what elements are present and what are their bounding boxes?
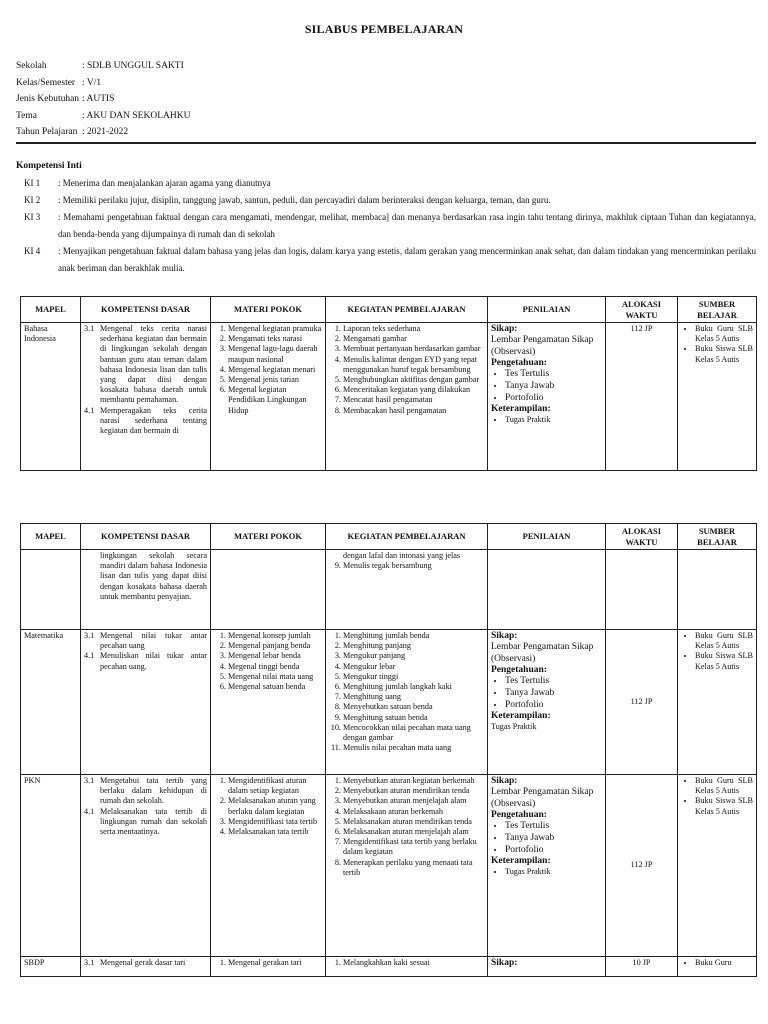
cell-materi — [211, 550, 326, 630]
list-item: 3. Mengukur panjang — [343, 651, 484, 661]
kd-text: Mengetahui tata tertib yang berlaku dalam kehidupan di rumah dan sekolah. — [100, 776, 207, 806]
sikap-label: Sikap: — [491, 958, 518, 968]
list-item: • Portofolio — [505, 844, 602, 856]
list-item: 8. Menerapkan perilaku yang menaati tata tertib — [343, 858, 484, 878]
list-item: 2. Mengamati teks narasi — [228, 334, 322, 344]
list-item: 3. Mengidentifikasi tata tertib — [228, 817, 322, 827]
keterampilan-label: Keterampilan: — [491, 856, 551, 867]
ki-item — [16, 209, 756, 243]
list-item: 1. Mengenal gerakan tari — [228, 958, 322, 968]
list-item: • Buku Guru SLB Kelas 5 Autis — [695, 776, 753, 796]
list-item: 5. Mengukur tinggi — [343, 672, 484, 682]
list-item: 1. Melangkahkan kaki sesuai — [343, 958, 484, 968]
list-item: 10. Mencocokkan nilai pecahan mata uang dengan gambar — [343, 723, 484, 743]
info-label: Jenis Kebutuhan — [16, 94, 80, 104]
list-item: • Tanya Jawab — [505, 832, 602, 844]
cell-alokasi — [606, 550, 678, 630]
info-row — [16, 91, 190, 108]
cell-materi — [211, 630, 326, 775]
kd-item — [84, 631, 207, 651]
list-item: 9. Menghitung satuan benda — [343, 713, 484, 723]
info-row — [16, 58, 190, 75]
kd-item — [84, 958, 207, 968]
ki-list — [16, 175, 756, 277]
list-item: 4. Menulis kalimat dengan EYD yang tepat menggunakan huruf tegak bersambung — [343, 355, 484, 375]
list-item: 4. Melaksanakan tata tertib — [228, 827, 322, 837]
list-item: 2. Mengenal panjang benda — [228, 641, 322, 651]
kd-num: 4.1 — [84, 405, 95, 415]
header-mapel: MAPEL — [21, 524, 81, 550]
cell-sumber — [678, 323, 757, 471]
kd-item — [84, 807, 207, 838]
table-row — [21, 775, 757, 957]
kd-item — [84, 776, 207, 807]
cell-penilaian — [488, 630, 606, 775]
kd-text: Menuliskan nilai tukar antar pecahan uang. — [100, 651, 207, 671]
sikap-text: Lembar Pengamatan Sikap (Observasi) — [491, 642, 594, 665]
cell-kd — [81, 775, 211, 957]
syllabus-table-1 — [20, 296, 757, 471]
table-row — [21, 630, 757, 775]
list-item: 1. Laporan teks sederhana — [343, 324, 484, 334]
cell-penilaian — [488, 957, 606, 977]
list-item: 8. Menyebutkan satuan benda — [343, 702, 484, 712]
list-item: 7. Mencatat hasil pengamatan — [343, 395, 484, 405]
kd-item — [84, 651, 207, 671]
kd-text: Mengenal gerak dasar tari — [100, 958, 186, 967]
sikap-text: Lembar Pengamatan Sikap (Observasi) — [491, 787, 594, 810]
keterampilan-label: Keterampilan: — [491, 711, 551, 722]
info-label: Kelas/Semester — [16, 77, 76, 88]
list-item: 2. Melaksanakan aturan yang berlaku dalam kegiatan — [228, 796, 322, 816]
ki-code: KI 4 — [24, 246, 41, 256]
info-label: Tahun Pelajaran — [16, 127, 78, 137]
ki-code: KI 2 — [24, 195, 41, 205]
list-item: • Buku Siswa SLB Kelas 5 Autis — [695, 344, 753, 364]
cell-kd — [81, 957, 211, 977]
kd-text: Melaksanakan tata tertib di lingkungan rumah dan sekolah serta mentaatinya. — [100, 806, 207, 837]
cell-mapel: Bahasa Indonesia — [21, 323, 81, 471]
list-item: 6. Menceritakan kegiatan yang dilakukan — [343, 385, 484, 395]
list-item: 1. Menghitung jumlah benda — [343, 631, 484, 641]
cell-sumber — [678, 775, 757, 957]
list-item: 1. Mengenal kegiatan pramuka — [228, 324, 322, 334]
cell-sumber — [678, 630, 757, 775]
table-row — [21, 550, 757, 630]
header-sumber: SUMBER BELAJAR — [678, 524, 757, 550]
kd-num: 3.1 — [84, 958, 95, 967]
list-item: 3. Mengenal lagu-lagu daerah maupun nasional — [228, 344, 322, 364]
ki-item — [16, 243, 756, 277]
cell-materi — [211, 775, 326, 957]
cell-mapel — [21, 550, 81, 630]
kd-text: Mengenal nilai tukar antar pecahan uang — [100, 631, 207, 651]
ki-text: : Menerima dan menjalankan ajaran agama yang dianutnya — [58, 178, 271, 188]
header-materi: MATERI POKOK — [211, 297, 326, 323]
info-row — [16, 124, 190, 141]
sikap-label: Sikap: — [491, 631, 518, 641]
list-item: 7. Menghitung uang — [343, 692, 484, 702]
list-item: 5. Mengenal jenis tarian — [228, 375, 322, 385]
info-value: : 2021-2022 — [82, 127, 129, 137]
kd-text: Mengenal teks cerita narasi sederhana kegiatan dan bermain di lingkungan sekolah dengan bantuan guru atau teman dalam bahasa Indonesia lisan dan tulis yang dapat diisi dengan kosakata bahasa daerah untuk membantu pemahaman. — [100, 324, 207, 405]
info-value: : V/1 — [82, 77, 102, 88]
list-item: 5. Melaksanakan aturan mendirikan tenda — [343, 817, 484, 827]
cell-kd — [81, 323, 211, 471]
tugas-text: Tugas Praktik — [491, 721, 537, 731]
cell-penilaian — [488, 550, 606, 630]
kd-text: lingkungan sekolah secara mandiri dalam bahasa Indonesia lisan dan tulis yang dapat diisi dengan kosakata bahasa daerah untuk membantu penyajian. — [100, 551, 207, 601]
page-title: SILABUS PEMBELAJARAN — [304, 22, 464, 36]
list-item: 4. Megenal tinggi benda — [228, 662, 322, 672]
header-sumber: SUMBER BELAJAR — [678, 297, 757, 323]
pengetahuan-label: Pengetahuan: — [491, 665, 547, 676]
cell-kegiatan — [326, 957, 488, 977]
cell-kd — [81, 550, 211, 630]
cell-alokasi: 112 JP — [606, 775, 678, 957]
kd-item — [84, 551, 207, 602]
list-item: • Buku Siswa SLB Kelas 5 Autis — [695, 796, 753, 816]
header-mapel: MAPEL — [21, 297, 81, 323]
info-label: Sekolah — [16, 61, 47, 71]
list-item: • Tanya Jawab — [505, 687, 602, 699]
info-value: : SDLB UNGGUL SAKTI — [82, 61, 184, 71]
cell-sumber — [678, 957, 757, 977]
cell-kegiatan — [326, 630, 488, 775]
cell-materi — [211, 323, 326, 471]
list-item: • Buku Guru — [695, 958, 753, 968]
cell-mapel: PKN — [21, 775, 81, 957]
list-item: 6. Menghitung jumlah langkah kaki — [343, 682, 484, 692]
list-item: • Tugas Praktik — [505, 415, 602, 425]
pengetahuan-label: Pengetahuan: — [491, 358, 547, 369]
list-item: 3. Menyebutkan aturan menjelajah alam — [343, 796, 484, 806]
cell-alokasi: 112 JP — [606, 323, 678, 471]
header-kd: KOMPETENSI DASAR — [81, 297, 211, 323]
list-item: 4. Mengukur lebar — [343, 662, 484, 672]
list-item: 8. Membacakan hasil pengamatan — [343, 406, 484, 416]
header-kd: KOMPETENSI DASAR — [81, 524, 211, 550]
cell-kegiatan — [326, 775, 488, 957]
cell-penilaian — [488, 775, 606, 957]
info-value: : AKU DAN SEKOLAHKU — [82, 110, 191, 121]
cell-mapel: SBDP — [21, 957, 81, 977]
list-item: • Portofolio — [505, 392, 602, 404]
cell-sumber — [678, 550, 757, 630]
list-item: 3. Mengenal lebar benda — [228, 651, 322, 661]
info-row — [16, 75, 190, 92]
ki-item — [16, 192, 756, 209]
table-header-row — [21, 297, 757, 323]
school-info — [16, 58, 190, 141]
list-item: 2. Mengamati gambar — [343, 334, 484, 344]
header-alokasi: ALOKASI WAKTU — [606, 524, 678, 550]
list-item: • Tugas Praktik — [505, 867, 602, 877]
list-item: • Buku Siswa SLB Kelas 5 Autis — [695, 651, 753, 671]
cell-kegiatan — [326, 323, 488, 471]
list-item-continued: dengan lafal dan intonasi yang jelas — [343, 551, 461, 560]
kd-item — [84, 406, 207, 437]
table-row — [21, 323, 757, 471]
header-materi: MATERI POKOK — [211, 524, 326, 550]
kd-num: 3.1 — [84, 324, 95, 333]
keterampilan-label: Keterampilan: — [491, 404, 551, 415]
cell-kegiatan — [326, 550, 488, 630]
header-kegiatan: KEGIATAN PEMBELAJARAN — [326, 524, 488, 550]
header-alokasi: ALOKASI WAKTU — [606, 297, 678, 323]
header-kegiatan: KEGIATAN PEMBELAJARAN — [326, 297, 488, 323]
kd-num: 4.1 — [84, 806, 95, 816]
ki-text: : Memahami pengetahuan faktual dengan cara mengamati, mendengar, melihat, membaca] dan menanya berdasarkan rasa ingin tahu tentang dirinya, makhluk ciptaan Tuhan dan kegiatannya, dan benda-benda yang dijumpainya di rumah dan di sekolah — [58, 212, 756, 239]
table-row — [21, 957, 757, 977]
info-row — [16, 108, 190, 125]
list-item: 6. Mengenal satuan benda — [228, 682, 322, 692]
info-value: : AUTIS — [82, 94, 115, 104]
ki-text: : Memiliki perilaku jujur, disiplin, tanggung jawab, santun, peduli, dan percayadiri dalam berinteraksi dengan keluarga, teman, dan guru. — [58, 195, 551, 205]
ki-code: KI 3 — [24, 212, 41, 222]
sikap-label: Sikap: — [491, 324, 518, 334]
list-item: 5. Mengenal nilai mata uang — [228, 672, 322, 682]
ki-heading: Kompetensi Inti — [16, 161, 82, 171]
list-item: 1. Mengenal konsep jumlah — [228, 631, 322, 641]
list-item: 3. Membuat pertanyaan berdasarkan gambar — [343, 344, 484, 354]
ki-item — [16, 175, 756, 192]
list-item: • Tes Tertulis — [505, 820, 602, 832]
list-item: • Tanya Jawab — [505, 380, 602, 392]
list-item: • Buku Guru SLB Kelas 5 Autis — [695, 631, 753, 651]
cell-alokasi: 112 JP — [606, 630, 678, 775]
cell-materi — [211, 957, 326, 977]
list-item: 4. Melaksakaan aturan berkemah — [343, 807, 484, 817]
kd-item — [84, 324, 207, 406]
header-penilaian: PENILAIAN — [488, 524, 606, 550]
cell-kd — [81, 630, 211, 775]
divider — [16, 142, 756, 144]
list-item: 1. Mengidentifikasi aturan dalam setiap kegiatan — [228, 776, 322, 796]
ki-code: KI 1 — [24, 178, 41, 188]
kd-num: 3.1 — [84, 631, 95, 640]
kd-num: 3.1 — [84, 776, 95, 785]
list-item: 7. Mengidentifikasi tata tertib yang berlaku dalam kegiatan — [343, 837, 484, 857]
list-item: 6. Melaksanakan aturan menjelajah alam — [343, 827, 484, 837]
info-label: Tema — [16, 110, 37, 121]
syllabus-table-2 — [20, 523, 757, 977]
table-header-row — [21, 524, 757, 550]
list-item: • Portofolio — [505, 699, 602, 711]
list-item: 2. Menyebutkan aturan mendirikan tenda — [343, 786, 484, 796]
list-item: • Tes Tertulis — [505, 368, 602, 380]
kd-num — [84, 551, 100, 602]
list-item: • Tes Tertulis — [505, 675, 602, 687]
list-item: 9. Menulis tegak bersambung — [343, 561, 484, 571]
list-item: 2. Menghitung panjang — [343, 641, 484, 651]
pengetahuan-label: Pengetahuan: — [491, 810, 547, 821]
header-penilaian: PENILAIAN — [488, 297, 606, 323]
list-item: 6. Megenal kegiatan Pendidikan Lingkungan Hidup — [228, 385, 322, 416]
cell-alokasi: 10 JP — [606, 957, 678, 977]
cell-penilaian — [488, 323, 606, 471]
list-item: 4. Mengenal kegiatan menari — [228, 365, 322, 375]
kd-text: Memperagakan teks cerita narasi sederhana tentang kegiatan dan bermain di — [100, 405, 207, 436]
list-item: • Buku Guru SLB Kelas 5 Autis — [695, 324, 753, 344]
list-item: 11. Menulis nilai pecahan mata uang — [343, 743, 484, 753]
cell-mapel: Matematika — [21, 630, 81, 775]
list-item: 1. Menyebutkan aturan kegiatan berkemah — [343, 776, 484, 786]
list-item: 5. Menghubungkan aktifitas dengan gambar — [343, 375, 484, 385]
ki-text: : Menyajikan pengetahuan faktual dalam bahasa yang jelas dan logis, dalam karya yang estetis, dalam gerakan yang mencerminkan anak sehat, dan dalam tindakan yang mencerminkan perilaku anak beriman dan berakhlak mulia. — [58, 246, 756, 273]
sikap-label: Sikap: — [491, 776, 518, 786]
sikap-text: Lembar Pengamatan Sikap (Observasi) — [491, 335, 594, 358]
kd-num: 4.1 — [84, 651, 95, 661]
